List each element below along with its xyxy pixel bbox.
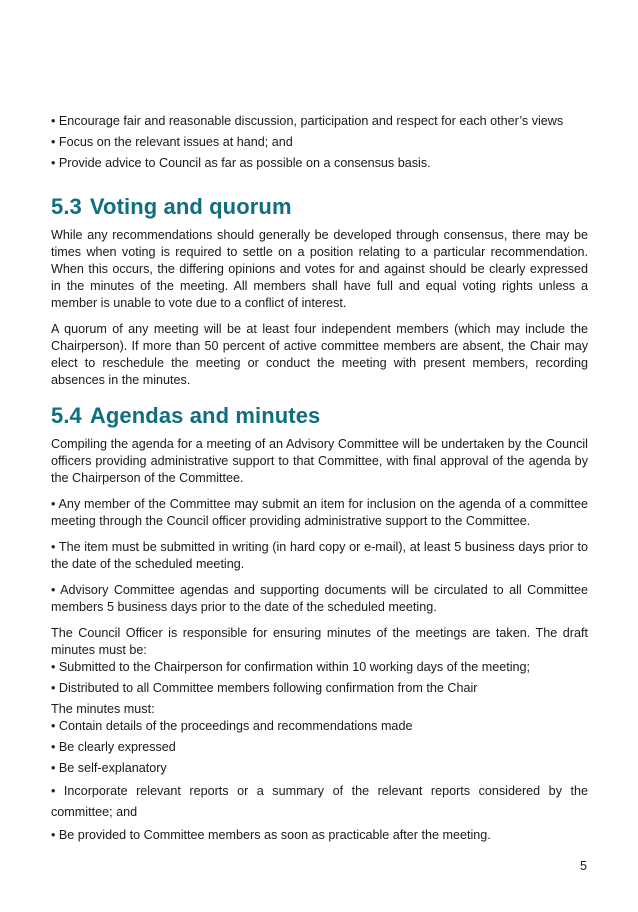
minutes-must-bullet-list (51, 718, 588, 844)
section-heading-5-3 (51, 194, 588, 220)
page-number: 5 (580, 859, 588, 873)
list-item: • Advisory Committee agendas and supporting documents will be circulated to all Committee members 5 business days prior to the date of the scheduled meeting. (51, 583, 588, 614)
list-item: • Submitted to the Chairperson for confirmation within 10 working days of the meeting; (51, 660, 531, 674)
list-item: • Contain details of the proceedings and recommendations made (51, 719, 413, 733)
paragraph: A quorum of any meeting will be at least four independent members (which may include the Chairperson). If more than 50 percent of active committee members are absent, the Chair may elect to reschedule the meeting or conduct the meeting with present members, recording absences in the minutes. (51, 322, 588, 387)
list-item: • Focus on the relevant issues at hand; and (51, 135, 293, 149)
paragraph: The minutes must: (51, 702, 155, 716)
section-number: 5.4 (51, 403, 82, 428)
agenda-bullet-list (51, 496, 588, 616)
paragraph: The Council Officer is responsible for ensuring minutes of the meetings are taken. The draft minutes must be: (51, 626, 588, 657)
list-item: • Any member of the Committee may submit an item for inclusion on the agenda of a committee meeting through the Council officer providing administrative support to the Committee. (51, 497, 588, 528)
list-item: • The item must be submitted in writing (in hard copy or e-mail), at least 5 business days prior to the date of the scheduled meeting. (51, 540, 588, 571)
paragraph: Compiling the agenda for a meeting of an Advisory Committee will be undertaken by the Council officers providing administrative support to that Committee, with final approval of the agenda by the Chairperson of the Committee. (51, 437, 588, 485)
list-item: • Be clearly expressed (51, 740, 176, 754)
list-item: • Provide advice to Council as far as possible on a consensus basis. (51, 156, 431, 170)
list-item: • Incorporate relevant reports or a summary of the relevant reports considered by the committee; and (51, 784, 588, 819)
section-title: Agendas and minutes (89, 403, 321, 428)
intro-bullet-list (51, 113, 588, 172)
draft-minutes-bullet-list (51, 659, 588, 697)
section-number: 5.3 (51, 194, 82, 219)
paragraph: While any recommendations should generally be developed through consensus, there may be times when voting is required to settle on a position relating to a particular recommendation. When this occurs, the differing opinions and votes for and against should be clearly expressed in the minutes of the meeting. All members shall have full and equal voting rights unless a member is unable to vote due to a conflict of interest. (51, 228, 588, 310)
section-title: Voting and quorum (89, 194, 292, 219)
list-item: • Be self-explanatory (51, 761, 167, 775)
section-heading-5-4 (51, 403, 588, 429)
list-item: • Distributed to all Committee members following confirmation from the Chair (51, 681, 478, 695)
list-item: • Be provided to Committee members as soon as practicable after the meeting. (51, 828, 491, 842)
document-page (51, 113, 588, 848)
list-item: • Encourage fair and reasonable discussion, participation and respect for each other’s views (51, 114, 564, 128)
